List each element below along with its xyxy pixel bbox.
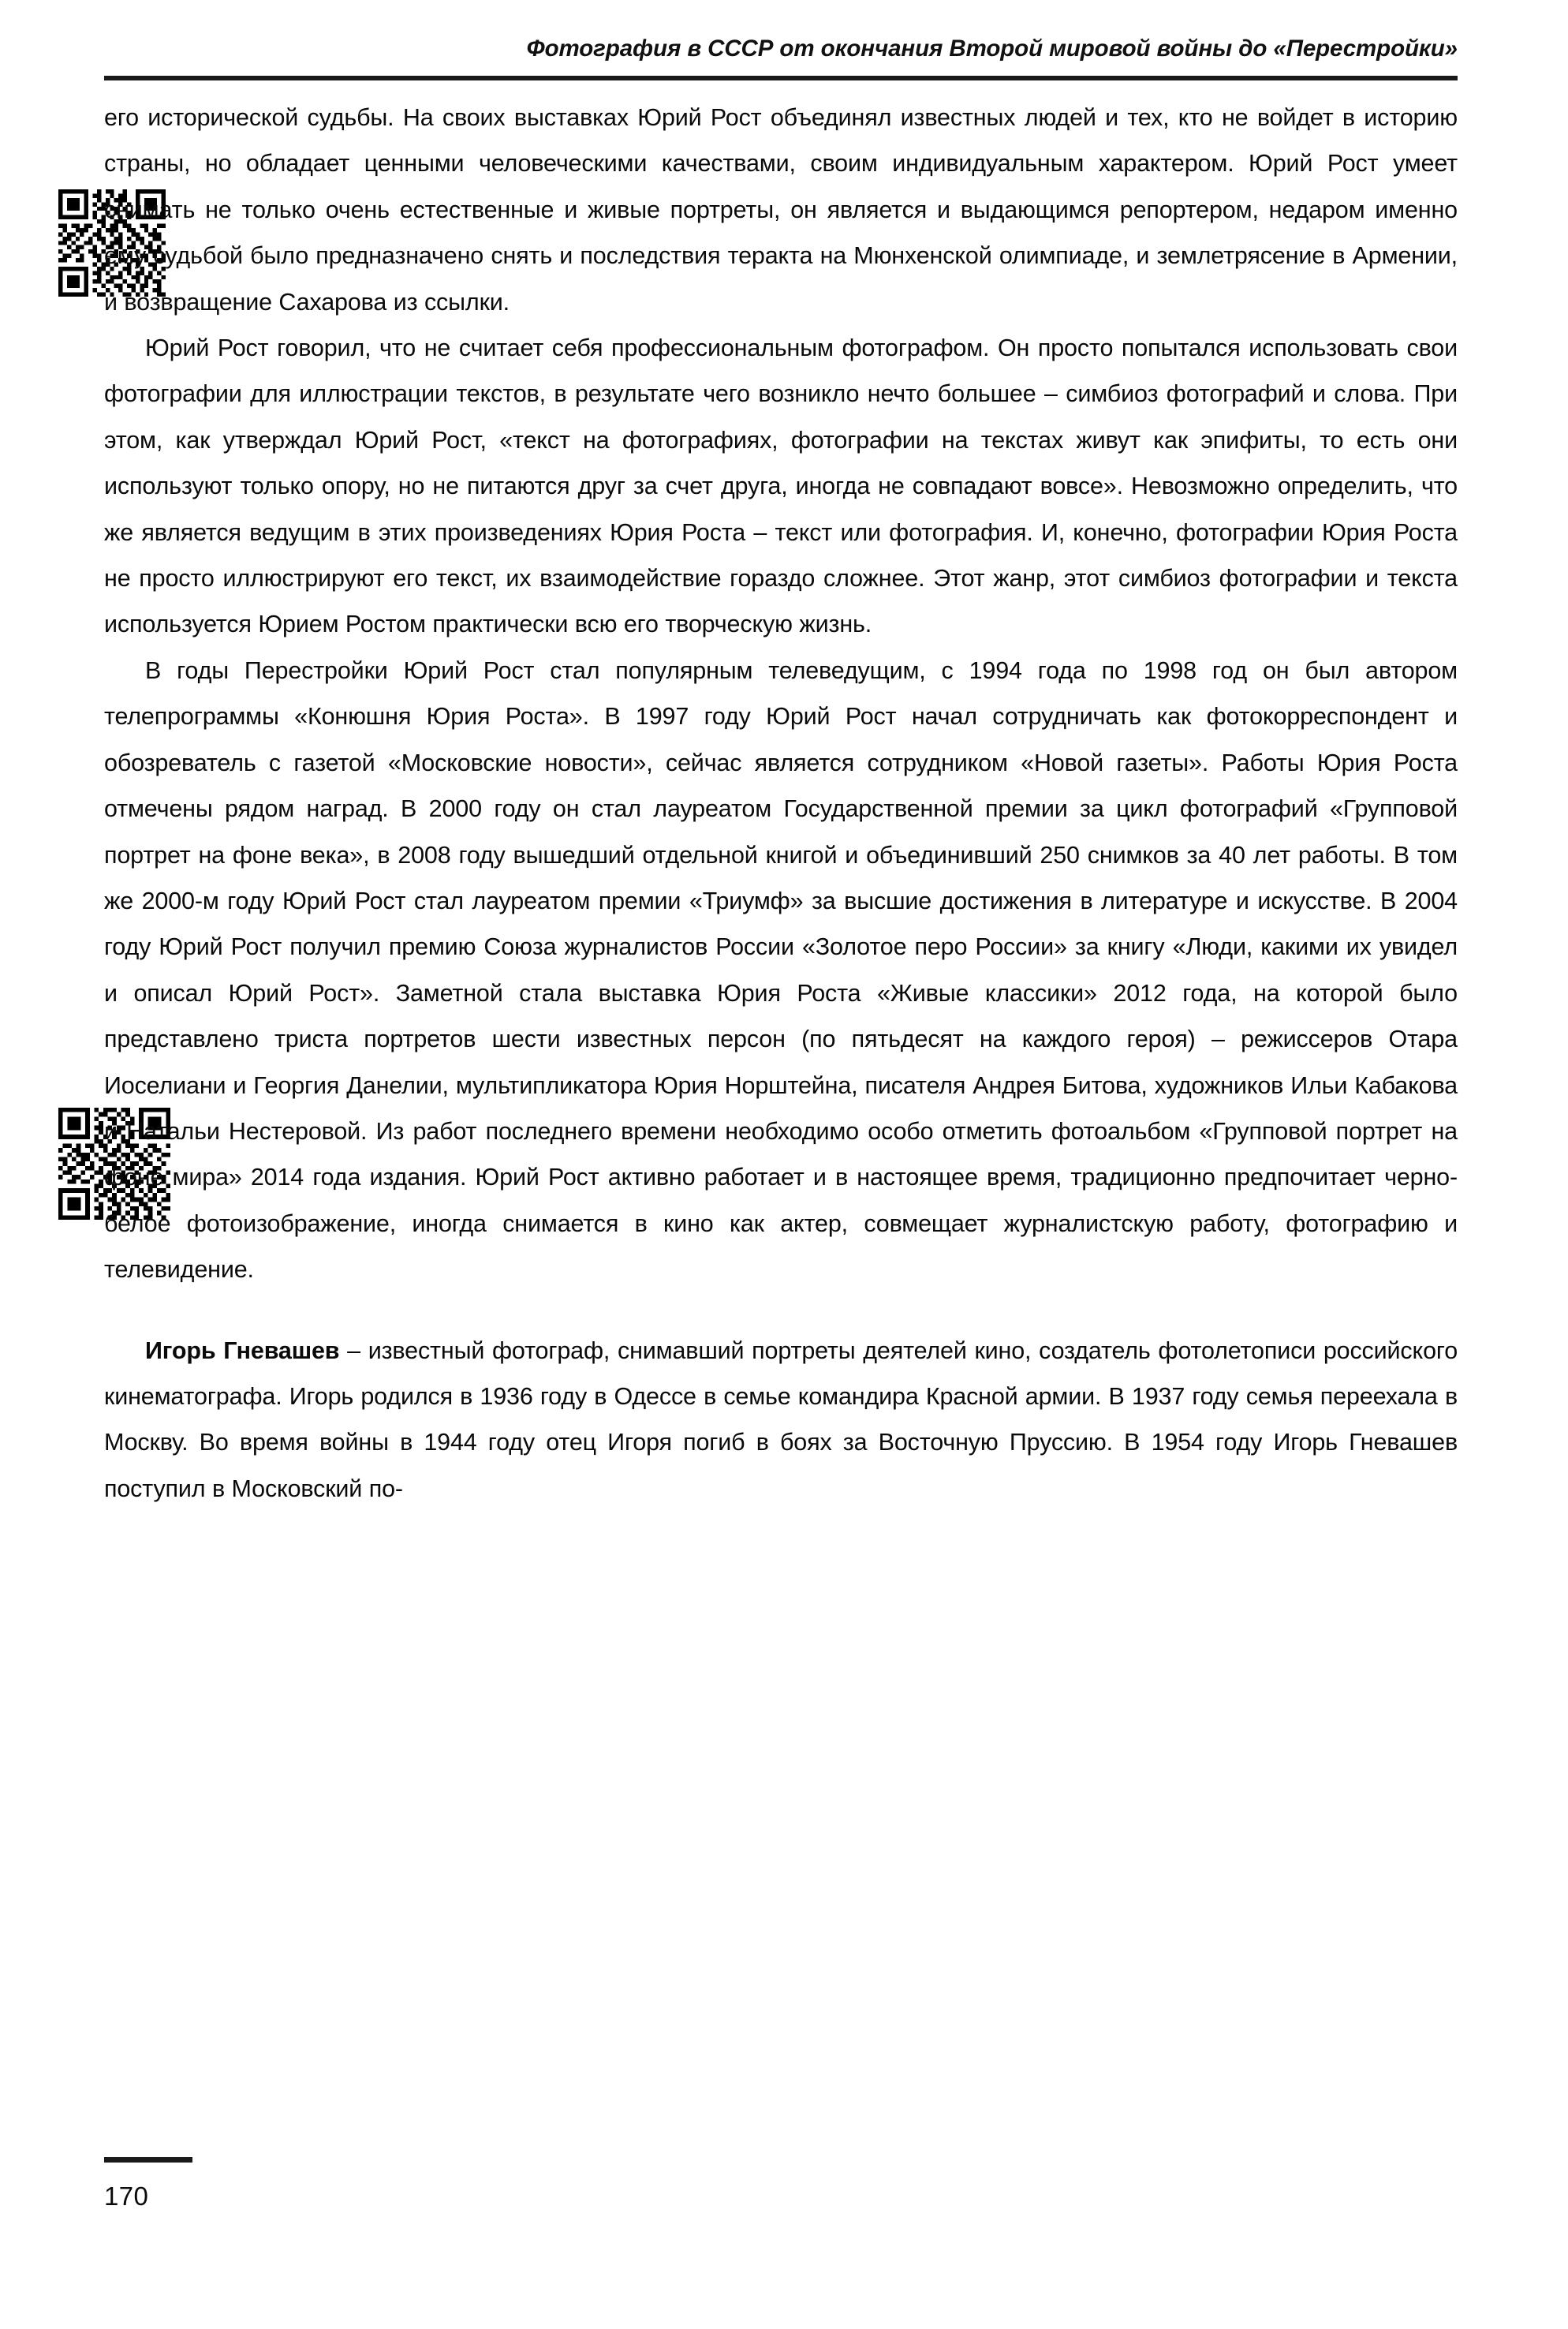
page-number: 170 [104, 2181, 149, 2211]
paragraph-3: В годы Перестройки Юрий Рост стал популярным телеведущим, с 1994 года по 1998 год он был автором телепрограммы «Конюшня Юрия Роста». В 1997 году Юрий Рост начал сотрудничать как фотокорреспондент и обозреватель с газетой «Московские новости», сейчас является сотрудником «Новой газеты». Работы Юрия Роста отмечены рядом наград. В 2000 году он стал лауреатом Государственной премии за цикл фотографий «Групповой портрет на фоне века», в 2008 году вышедший отдельной книгой и объединивший 250 снимков за 40 лет работы. В том же 2000-м году Юрий Рост стал лауреатом премии «Триумф» за высшие достижения в литературе и искусстве. В 2004 году Юрий Рост получил премию Союза журналистов России «Золотое перо России» за книгу «Люди, какими их увидел и описал Юрий Рост». Заметной стала выставка Юрия Роста «Живые классики» 2012 года, на которой было представлено триста портретов шести известных персон (по пятьдесят на каждого героя) – режиссеров Отара Иоселиани и Георгия Данелии, мультипликатора Юрия Норштейна, писателя Андрея Битова, художников Ильи Кабакова и Натальи Нестеровой. Из работ последнего времени необходимо особо отметить фотоальбом «Групповой портрет на фоне мира» 2014 года издания. Юрий Рост активно работает и в настоящее время, традиционно предпочитает черно-белое фотоизображение, иногда снимается в кино как актер, совмещает журналистскую работу, фотографию и телевидение. [104, 656, 1458, 1284]
subject-name-gnevashev: Игорь Гневашев [145, 1336, 340, 1364]
paragraph-1: его исторической судьбы. На своих выставках Юрий Рост объединял известных людей и тех, кто не войдет в историю страны, но обладает ценными человеческими качествами, своим индивидуальным характером. Юрий Рост умеет снимать не только очень естественные и живые портреты, он является и выдающимся репортером, недаром именно ему судьбой было предназначено снять и последствия теракта на Мюнхенской олимпиаде, и землетрясение в Армении, и возвращение Сахарова из ссылки. [104, 104, 1458, 316]
body-text-column [104, 95, 1458, 1512]
paragraph-4-text: – известный фотограф, снимавший портреты деятелей кино, создатель фотолетописи российского кинематографа. Игорь родился в 1936 году в Одессе в семье командира Красной армии. В 1937 году семья переехала в Москву. Во время войны в 1944 году отец Игоря погиб в боях за Восточную Пруссию. В 1954 году Игорь Гневашев поступил в Московский по- [104, 1336, 1458, 1502]
paragraph-2: Юрий Рост говорил, что не считает себя профессиональным фотографом. Он просто попытался использовать свои фотографии для иллюстрации текстов, в результате чего возникло нечто большее – симбиоз фотографий и слова. При этом, как утверждал Юрий Рост, «текст на фотографиях, фотографии на текстах живут как эпифиты, то есть они используют только опору, но не питаются друг за счет друга, иногда не совпадают вовсе». Невозможно определить, что же является ведущим в этих произведениях Юрия Роста – текст или фотография. И, конечно, фотографии Юрия Роста не просто иллюстрируют его текст, их взаимодействие гораздо сложнее. Этот жанр, этот симбиоз фотографии и текста используется Юрием Ростом практически всю его творческую жизнь. [104, 335, 1458, 638]
footer-rule [104, 2157, 192, 2163]
running-header-title: Фотография в СССР от окончания Второй мировой войны до «Перестройки» [526, 36, 1458, 62]
header-rule [104, 76, 1458, 80]
paragraph-4 [104, 1328, 1458, 1512]
